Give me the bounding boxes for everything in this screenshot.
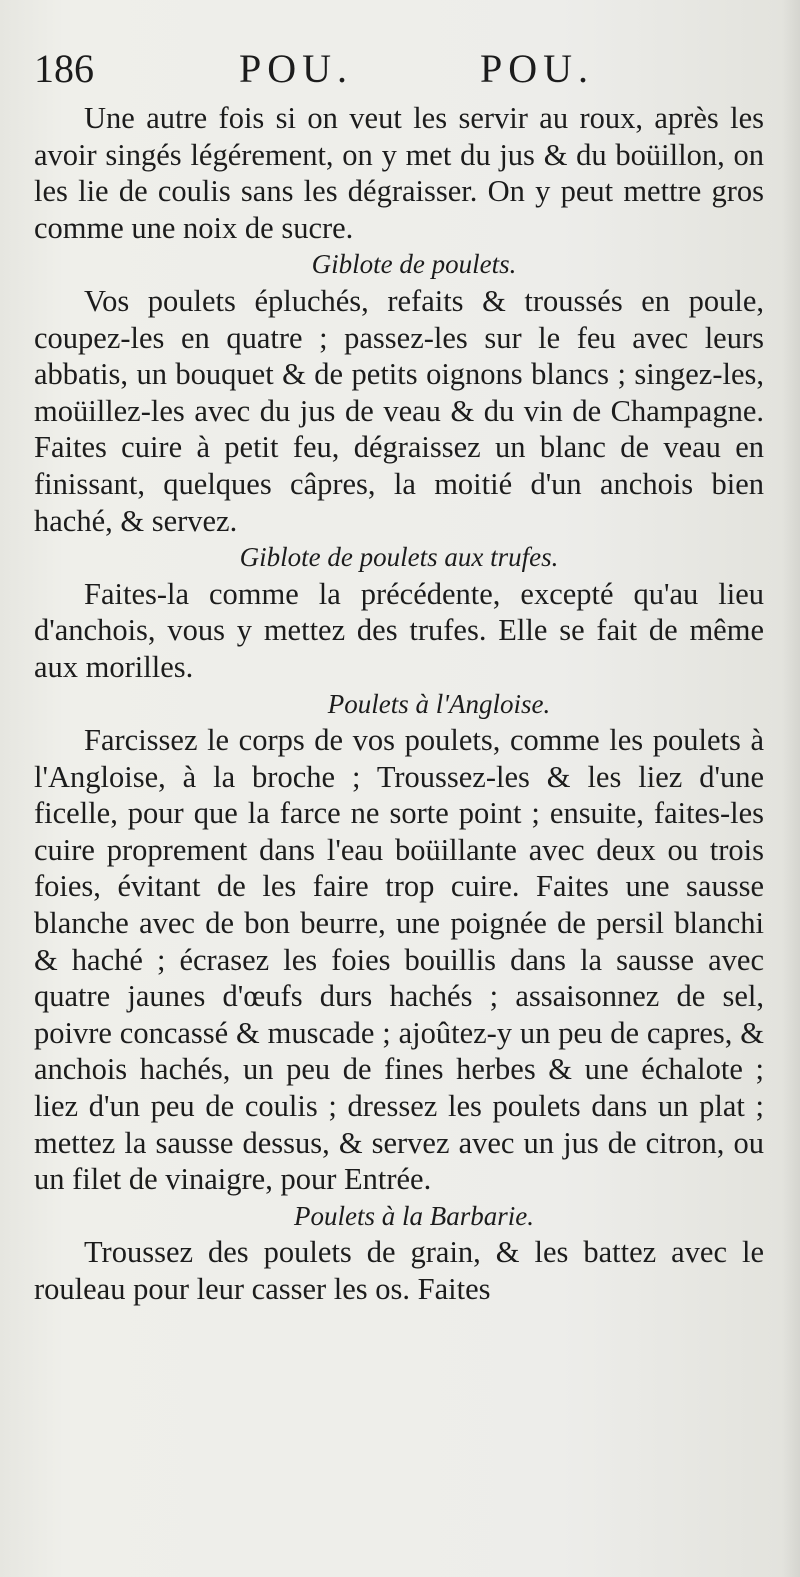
recipe-heading-barbarie: Poulets à la Barbarie.: [294, 1200, 534, 1231]
running-title-left: POU.: [239, 46, 354, 91]
page-body: [34, 100, 764, 1308]
recipe-heading-giblote: Giblote de poulets.: [311, 249, 517, 280]
paragraph-giblote-trufes: Faites-la comme la précédente, excepté qu'au lieu d'anchois, vous y mettez des trufes. Elle se fait de même aux morilles.: [34, 576, 764, 684]
paragraph-giblote: Vos poulets épluchés, refaits & troussés en poule, coupez-les en quatre ; passez-les sur le feu avec leurs abbatis, un bouquet & de petits oignons blancs ; singez-les, moüillez-les avec du jus de veau & du vin de Champagne. Faites cuire à petit feu, dégraissez un blanc de veau en finissant, quelques câpres, la moitié d'un anchois bien haché, & servez.: [34, 283, 764, 538]
paragraph-barbarie: Troussez des poulets de grain, & les battez avec le rouleau pour leur casser les os. Faites: [34, 1235, 764, 1306]
recipe-heading-angloise: Poulets à l'Angloise.: [327, 688, 551, 719]
paragraph-intro: Une autre fois si on veut les servir au roux, après les avoir singés légérement, on y met du jus & du boüillon, on les lie de coulis sans les dégraisser. On y peut mettre gros comme une noix de sucre.: [34, 101, 764, 245]
running-header: [34, 38, 764, 100]
recipe-heading-giblote-trufes: Giblote de poulets aux trufes.: [239, 542, 559, 573]
page-number: 186: [34, 46, 94, 91]
running-title-right: POU.: [480, 46, 595, 91]
paragraph-angloise: Farcissez le corps de vos poulets, comme les poulets à l'Angloise, à la broche ; Troussez-les & les liez d'une ficelle, pour que la farce ne sorte point ; ensuite, faites-les cuire proprement dans l'eau boüillante avec deux ou trois foies, évitant de les faire trop cuire. Faites une sausse blanche avec de bon beurre, une poignée de persil blanchi & haché ; écrasez les foies bouillis dans la sausse avec quatre jaunes d'œufs durs hachés ; assaisonnez de sel, poivre concassé & muscade ; ajoûtez-y un peu de capres, & anchois hachés, un peu de fines herbes & une échalote ; liez d'un peu de coulis ; dressez les poulets dans un plat ; mettez la sausse dessus, & servez avec un jus de citron, ou un filet de vinaigre, pour Entrée.: [34, 723, 764, 1197]
